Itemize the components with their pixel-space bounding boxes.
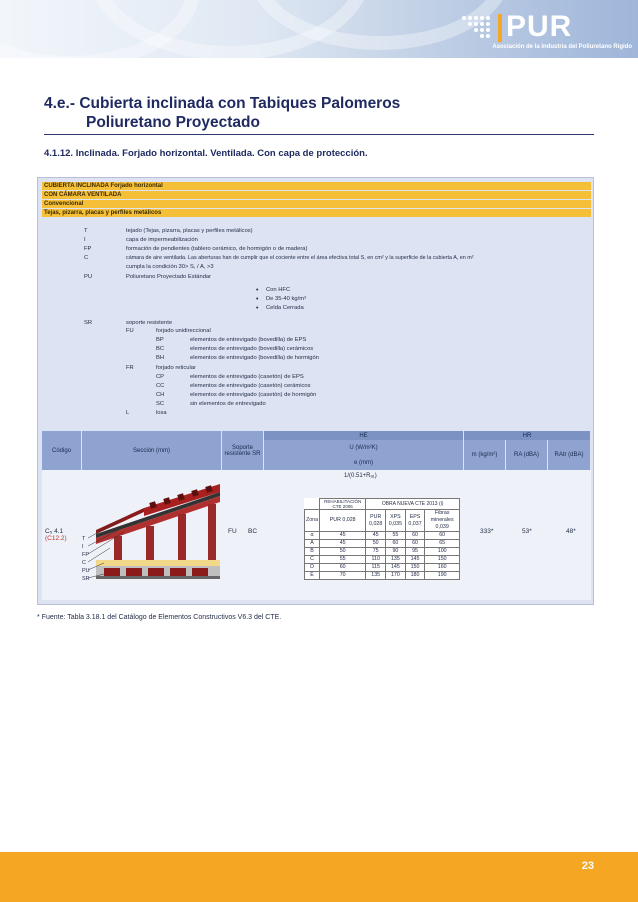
header-codigo: Código (42, 431, 82, 470)
logo-text: PUR (506, 10, 573, 43)
legend-key: L (126, 410, 130, 416)
page-title-line2: Poliuretano Proyectado (86, 114, 260, 131)
col-header: XPS 0,035 (386, 510, 406, 532)
logo-dots-icon (462, 16, 496, 42)
section-subtitle: 4.1.12. Inclinada. Forjado horizontal. Ventilada. Con capa de protección. (44, 148, 368, 159)
cell: 50 (366, 540, 386, 548)
legend-text: elementos de entrevigado (bovedilla) cerámicos (190, 346, 314, 352)
cell: 55 (386, 532, 406, 540)
legend-text: sin elementos de entrevigado (190, 401, 266, 407)
group-obra-nueva: OBRA NUEVA CTE 2013 (i) (366, 499, 460, 510)
cell: 45 (366, 532, 386, 540)
category-row: Convencional (42, 200, 591, 208)
legend-key: PU (84, 274, 93, 280)
cell: 90 (386, 548, 406, 556)
cell: E (305, 572, 320, 580)
source-footnote: * Fuente: Tabla 3.18.1 del Catálogo de Elementos Constructivos V6.3 del CTE. (37, 614, 282, 621)
header-e: e (mm) (264, 456, 464, 470)
cell: 190 (425, 572, 460, 580)
legend-key: CP (156, 374, 165, 380)
col-header: PUR 0,028 (366, 510, 386, 532)
cell: 100 (425, 548, 460, 556)
mass-value: 333* (480, 528, 494, 535)
cell: C (305, 556, 320, 564)
page-number: 23 (581, 860, 594, 872)
cell: 45 (320, 532, 366, 540)
col-header: PUR 0,028 (320, 510, 366, 532)
header-he: HE (264, 431, 464, 440)
cell: 95 (405, 548, 425, 556)
cell: 150 (405, 564, 425, 572)
header-ra: RA (dBA) (506, 440, 548, 470)
cell: 60 (320, 564, 366, 572)
table-header (42, 431, 591, 470)
legend-key: BC (156, 346, 165, 352)
cell: 75 (366, 548, 386, 556)
legend-key: CH (156, 392, 165, 398)
annotation-label: SR (82, 576, 90, 582)
category-row: Tejas, pizarra, placas y perfiles metálicos (42, 209, 591, 217)
element-code-sub: (C12.2) (45, 535, 67, 542)
legend-text: elementos de entrevigado (bovedilla) de hormigón (190, 355, 319, 361)
legend-key: FU (126, 328, 134, 334)
legend-key: BP (156, 337, 164, 343)
legend-text: cámara de aire ventilada. Las aberturas han de cumplir que el cociente entre el área efectiva total S, en cm² y la superficie de la cubierta A, en m² (126, 255, 474, 261)
ratr-value: 48* (566, 528, 576, 535)
legend-text: cumpla la condición 30> S, / A, >3 (126, 264, 214, 270)
cell: 135 (386, 556, 406, 564)
support-subtype: BC (248, 528, 258, 535)
legend-key: FR (126, 365, 134, 371)
cell: 180 (405, 572, 425, 580)
logo-subtitle: Asociación de la Industria del Poliuretano Rígido (492, 44, 632, 50)
legend-key: I (84, 237, 86, 243)
table-row (305, 532, 460, 540)
category-row: CON CÁMARA VENTILADA (42, 191, 591, 199)
table-row (305, 564, 460, 572)
annotation-label: C (82, 560, 86, 566)
group-rehab: REHABILITACIÓN CTE 2006 (320, 499, 366, 510)
table-row (305, 548, 460, 556)
logo-bar (498, 14, 502, 42)
legend-text: forjado reticular (156, 365, 196, 371)
layer-legend (42, 218, 591, 428)
legend-bullet: • Celda Cerrada (266, 305, 304, 311)
header-u: U (W/m²K) (264, 440, 464, 456)
legend-text: forjado unidireccional (156, 328, 211, 334)
cell: 70 (320, 572, 366, 580)
support-type: FU (228, 528, 237, 535)
ra-value: 53* (522, 528, 532, 535)
header-hr: HR (464, 431, 591, 440)
cell: 45 (320, 540, 366, 548)
cell: 55 (320, 556, 366, 564)
annotation-label: FP (82, 552, 90, 558)
annotation-label: T (82, 536, 86, 542)
legend-key: T (84, 228, 88, 234)
cell: 60 (425, 532, 460, 540)
element-code-main: C₅ 4.1 (45, 528, 64, 535)
cell: 160 (425, 564, 460, 572)
legend-text: soporte resistente (126, 320, 173, 326)
cell: 50 (320, 548, 366, 556)
legend-key: C (84, 255, 89, 261)
cell: 115 (366, 564, 386, 572)
footer-band (0, 852, 638, 902)
table-row (42, 470, 591, 600)
legend-key: FP (84, 246, 92, 252)
legend-text: tejado (Tejas, pizarra, placas y perfiles metálicos) (126, 228, 253, 234)
legend-text: elementos de entrevigado (casetón) cerámicos (190, 383, 311, 389)
cell: D (305, 564, 320, 572)
cell: 135 (366, 572, 386, 580)
category-row: CUBIERTA INCLINADA Forjado horizontal (42, 182, 591, 190)
col-header: Zona (305, 510, 320, 532)
header-m: m (kg/m²) (464, 440, 506, 470)
table-row (305, 556, 460, 564)
element-code (45, 528, 67, 542)
legend-key: BH (156, 355, 165, 361)
page-title-line1: 4.e.- Cubierta inclinada con Tabiques Palomeros (44, 95, 401, 112)
legend-text: capa de impermeabilización (126, 237, 198, 243)
legend-key: CC (156, 383, 165, 389)
table-row (305, 572, 460, 580)
cell: 145 (405, 556, 425, 564)
cell: 170 (386, 572, 406, 580)
construction-spec-table (37, 177, 594, 605)
cell: 150 (425, 556, 460, 564)
cell: α (305, 532, 320, 540)
legend-key: SC (156, 401, 165, 407)
cell: 60 (405, 540, 425, 548)
table-row (305, 540, 460, 548)
insulation-thickness-table (304, 498, 460, 580)
header-ratr: RAtr (dBA) (548, 440, 591, 470)
legend-bullet: • Con HFC (266, 287, 290, 293)
header-band (0, 0, 638, 58)
legend-key: SR (84, 320, 93, 326)
legend-text: elementos de entrevigado (bovedilla) de EPS (190, 337, 307, 343)
cell: 145 (386, 564, 406, 572)
page-title (44, 94, 400, 132)
legend-text: formación de pendientes (tablero cerámico, de hormigón o de madera) (126, 246, 308, 252)
legend-text: Poliuretano Proyectado Estándar (126, 274, 212, 280)
u-formula: 1/(0.51+Rₐ₁) (344, 473, 377, 479)
col-header: Fibras minerales 0,039 (425, 510, 460, 532)
annotation-label: I (82, 544, 84, 550)
title-divider (44, 134, 594, 135)
roof-section-drawing (84, 478, 220, 590)
pur-logo (462, 12, 632, 54)
annotation-label: PU (82, 568, 90, 574)
cell: B (305, 548, 320, 556)
legend-bullet: • De 35-40 kg/m³ (266, 296, 306, 302)
col-header: EPS 0,037 (405, 510, 425, 532)
cell: 60 (386, 540, 406, 548)
header-seccion: Sección (mm) (82, 431, 222, 470)
cell: 65 (425, 540, 460, 548)
legend-text: losa (156, 410, 167, 416)
legend-text: elementos de entrevigado (casetón) de hormigón (190, 392, 317, 398)
cell: A (305, 540, 320, 548)
cell: 110 (366, 556, 386, 564)
cell: 60 (405, 532, 425, 540)
header-soporte: Soporte resistente SR (222, 431, 264, 470)
legend-text: elementos de entrevigado (casetón) de EPS (190, 374, 304, 380)
